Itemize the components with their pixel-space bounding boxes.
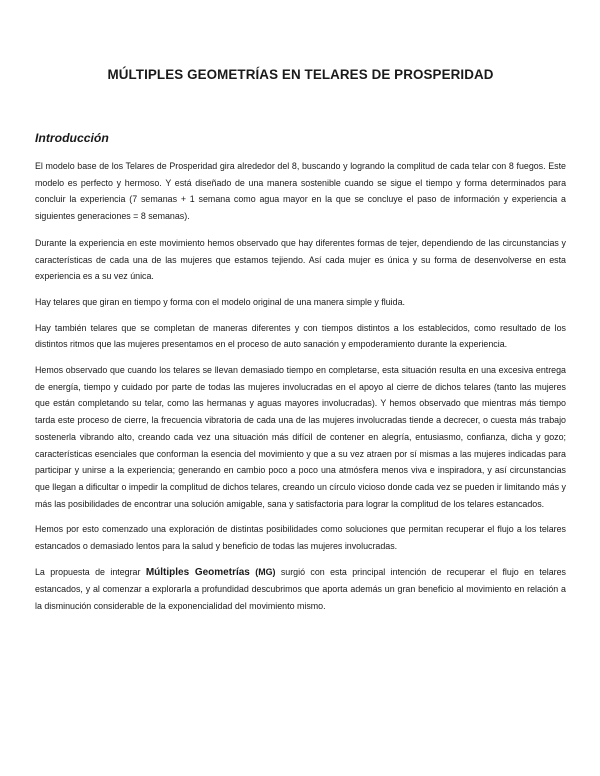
- document-title: MÚLTIPLES GEOMETRÍAS EN TELARES DE PROSPERIDAD: [107, 67, 494, 82]
- paragraph-7-body: surgió con esta principal intención de recuperar el flujo en telares estancados, y al comenzar a explorarla a profundidad descubrimos que aporta además un gran beneficio al movimiento en relación a la disminución considerable de la exponencialidad del movimiento mismo.: [35, 566, 566, 612]
- mg-abbreviation: (MG): [249, 566, 276, 577]
- paragraph-5: Hemos observado que cuando los telares se llevan demasiado tiempo en completarse, esta situación resulta en una excesiva entrega de energía, tiempo y cuidado por parte de todas las mujeres involucradas en el apoyo al cierre de dichos telares (tanto las mujeres que están completando su telar, como las hermanas y aguas mayores involucradas). Y hemos observado que mientras más tiempo tarda este proceso de cierre, la frecuencia vibratoria de cada una de las mujeres involucradas tiende a decrecer, o cuesta más trabajo sostenerla vibrando alto, creando cada vez una situación más difícil de contener en alegría, entusiasmo, confianza, dicha y gozo; características esenciales que conforman la esencia del movimiento y que a su vez atraen por sí mismas a las mujeres indicadas para participar y unirse a la experiencia; generando en cambio poco a poco una atmósfera menos viva e inspiradora, y así circunstancias que llegan a dificultar o impedir la complitud de dichos telares, creando un círculo vicioso donde cada vez se pueden ir limitando más y más las posibilidades de encontrar una solución amigable, sana y satisfactoria para lograr la complitud de los telares estancados.: [35, 365, 566, 509]
- paragraph-6: Hemos por esto comenzado una exploración de distintas posibilidades como soluciones que permitan recuperar el flujo a los telares estancados o demasiado lentos para la salud y beneficio de todas las mujeres involucradas.: [35, 524, 566, 552]
- multiple-geometries-emphasis: Múltiples Geometrías: [145, 566, 250, 578]
- paragraph-4: Hay también telares que se completan de maneras diferentes y con tiempos distintos a los establecidos, como resultado de los distintos ritmos que las mujeres presentamos en el proceso de auto sanación y empoderamiento durante la experiencia.: [35, 322, 566, 350]
- paragraph-3: Hay telares que giran en tiempo y forma con el modelo original de una manera simple y fluida.: [35, 296, 405, 307]
- paragraph-7-intro: La propuesta de integrar: [35, 566, 146, 577]
- section-heading-introduccion: Introducción: [35, 131, 109, 145]
- paragraph-2: Durante la experiencia en este movimiento hemos observado que hay diferentes formas de tejer, dependiendo de las circunstancias y características de cada una de las mujeres que estamos tejiendo. Así cada mujer es única y su forma de desenvolverse en esta experiencia es a su vez única.: [35, 237, 566, 282]
- paragraph-1: El modelo base de los Telares de Prosperidad gira alrededor del 8, buscando y logrando la complitud de cada telar con 8 fuegos. Este modelo es perfecto y hermoso. Y está diseñado de una manera sostenible cuando se sigue el tiempo y forma determinados para concluir la experiencia (7 semanas + 1 semana como agua mayor en la que se concluye el paso de información y experiencia a siguientes generaciones = 8 semanas).: [35, 161, 566, 222]
- paragraph-7: [35, 564, 566, 615]
